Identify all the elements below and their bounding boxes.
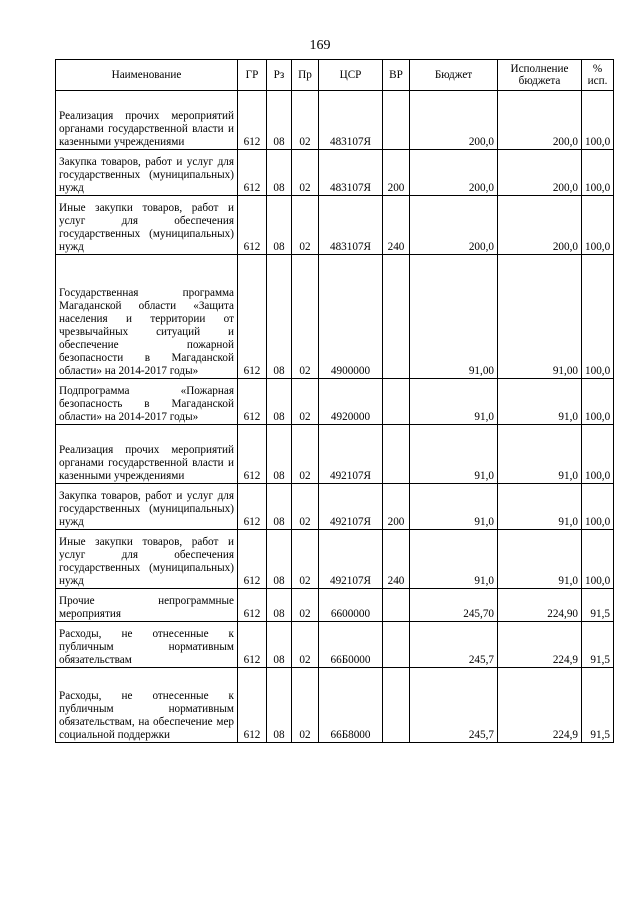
row-percent: 100,0 (582, 91, 614, 150)
header-percent: % исп. (582, 60, 614, 91)
row-name: Закупка товаров, работ и услуг для государственных (муниципальных) нужд (56, 484, 238, 530)
row-csr: 4920000 (319, 379, 383, 425)
table-row (56, 668, 614, 743)
row-csr: 66Б8000 (319, 668, 383, 743)
table-row (56, 150, 614, 196)
row-budget: 245,7 (410, 622, 498, 668)
row-gr: 612 (238, 379, 267, 425)
row-vr (383, 622, 410, 668)
row-rz: 08 (267, 379, 292, 425)
row-budget: 91,0 (410, 484, 498, 530)
row-gr: 612 (238, 484, 267, 530)
row-vr (383, 589, 410, 622)
row-budget: 91,00 (410, 255, 498, 379)
row-rz: 08 (267, 589, 292, 622)
row-rz: 08 (267, 484, 292, 530)
header-budget: Бюджет (410, 60, 498, 91)
budget-table (55, 59, 614, 743)
table-row (56, 196, 614, 255)
row-percent: 100,0 (582, 484, 614, 530)
row-pr: 02 (292, 530, 319, 589)
row-csr: 66Б0000 (319, 622, 383, 668)
row-rz: 08 (267, 530, 292, 589)
row-budget: 91,0 (410, 379, 498, 425)
row-csr: 4900000 (319, 255, 383, 379)
header-gr: ГР (238, 60, 267, 91)
row-name: Расходы, не отнесенные к публичным нормативным обязательствам (56, 622, 238, 668)
row-csr: 483107Я (319, 196, 383, 255)
row-execution: 200,0 (498, 150, 582, 196)
row-vr (383, 379, 410, 425)
table-header-row (56, 60, 614, 91)
row-percent: 100,0 (582, 255, 614, 379)
row-vr (383, 91, 410, 150)
header-execution: Исполнение бюджета (498, 60, 582, 91)
row-percent: 100,0 (582, 150, 614, 196)
row-execution: 200,0 (498, 91, 582, 150)
row-rz: 08 (267, 150, 292, 196)
row-gr: 612 (238, 589, 267, 622)
table-row (56, 379, 614, 425)
row-pr: 02 (292, 379, 319, 425)
row-budget: 91,0 (410, 425, 498, 484)
row-execution: 91,0 (498, 484, 582, 530)
row-csr: 492107Я (319, 530, 383, 589)
row-execution: 224,90 (498, 589, 582, 622)
row-csr: 492107Я (319, 425, 383, 484)
row-vr: 200 (383, 150, 410, 196)
row-pr: 02 (292, 91, 319, 150)
row-name: Закупка товаров, работ и услуг для государственных (муниципальных) нужд (56, 150, 238, 196)
row-name: Реализация прочих мероприятий органами государственной власти и казенными учреждениями (56, 425, 238, 484)
header-rz: Рз (267, 60, 292, 91)
table-row (56, 530, 614, 589)
row-execution: 91,0 (498, 530, 582, 589)
table-row (56, 425, 614, 484)
table-row (56, 589, 614, 622)
header-name: Наименование (56, 60, 238, 91)
row-gr: 612 (238, 150, 267, 196)
row-execution: 91,0 (498, 379, 582, 425)
row-percent: 91,5 (582, 668, 614, 743)
row-pr: 02 (292, 484, 319, 530)
row-rz: 08 (267, 196, 292, 255)
row-execution: 91,0 (498, 425, 582, 484)
row-csr: 6600000 (319, 589, 383, 622)
row-budget: 200,0 (410, 196, 498, 255)
row-gr: 612 (238, 425, 267, 484)
row-vr (383, 425, 410, 484)
row-rz: 08 (267, 622, 292, 668)
row-name: Прочие непрограммные мероприятия (56, 589, 238, 622)
row-pr: 02 (292, 622, 319, 668)
header-pr: Пр (292, 60, 319, 91)
table-row (56, 91, 614, 150)
row-pr: 02 (292, 150, 319, 196)
row-name: Расходы, не отнесенные к публичным нормативным обязательствам, на обеспечение мер социальной поддержки (56, 668, 238, 743)
row-csr: 483107Я (319, 150, 383, 196)
row-csr: 483107Я (319, 91, 383, 150)
row-percent: 100,0 (582, 425, 614, 484)
row-csr: 492107Я (319, 484, 383, 530)
row-budget: 200,0 (410, 91, 498, 150)
row-name: Государственная программа Магаданской области «Защита населения и территории от чрезвычайных ситуаций и обеспечение пожарной безопасности в Магаданской области» на 2014-2017 годы» (56, 255, 238, 379)
row-name: Реализация прочих мероприятий органами государственной власти и казенными учреждениями (56, 91, 238, 150)
row-percent: 91,5 (582, 622, 614, 668)
row-budget: 91,0 (410, 530, 498, 589)
row-pr: 02 (292, 255, 319, 379)
row-execution: 224,9 (498, 668, 582, 743)
row-name: Иные закупки товаров, работ и услуг для обеспечения государственных (муниципальных) нужд (56, 196, 238, 255)
row-gr: 612 (238, 668, 267, 743)
row-rz: 08 (267, 425, 292, 484)
row-vr: 240 (383, 196, 410, 255)
table-row (56, 255, 614, 379)
row-gr: 612 (238, 255, 267, 379)
row-execution: 200,0 (498, 196, 582, 255)
row-vr (383, 668, 410, 743)
row-vr (383, 255, 410, 379)
row-name: Подпрограмма «Пожарная безопасность в Магаданской области» на 2014-2017 годы» (56, 379, 238, 425)
row-percent: 100,0 (582, 379, 614, 425)
row-rz: 08 (267, 91, 292, 150)
row-gr: 612 (238, 530, 267, 589)
row-vr: 200 (383, 484, 410, 530)
row-execution: 91,00 (498, 255, 582, 379)
page-number: 169 (309, 38, 331, 53)
row-percent: 100,0 (582, 196, 614, 255)
table-row (56, 484, 614, 530)
row-pr: 02 (292, 425, 319, 484)
row-vr: 240 (383, 530, 410, 589)
row-gr: 612 (238, 622, 267, 668)
row-percent: 100,0 (582, 530, 614, 589)
row-pr: 02 (292, 668, 319, 743)
row-budget: 245,70 (410, 589, 498, 622)
row-budget: 200,0 (410, 150, 498, 196)
row-gr: 612 (238, 196, 267, 255)
header-csr: ЦСР (319, 60, 383, 91)
row-name: Иные закупки товаров, работ и услуг для обеспечения государственных (муниципальных) нужд (56, 530, 238, 589)
row-percent: 91,5 (582, 589, 614, 622)
row-pr: 02 (292, 196, 319, 255)
row-gr: 612 (238, 91, 267, 150)
row-execution: 224,9 (498, 622, 582, 668)
row-rz: 08 (267, 668, 292, 743)
row-pr: 02 (292, 589, 319, 622)
row-rz: 08 (267, 255, 292, 379)
header-vr: ВР (383, 60, 410, 91)
row-budget: 245,7 (410, 668, 498, 743)
table-row (56, 622, 614, 668)
